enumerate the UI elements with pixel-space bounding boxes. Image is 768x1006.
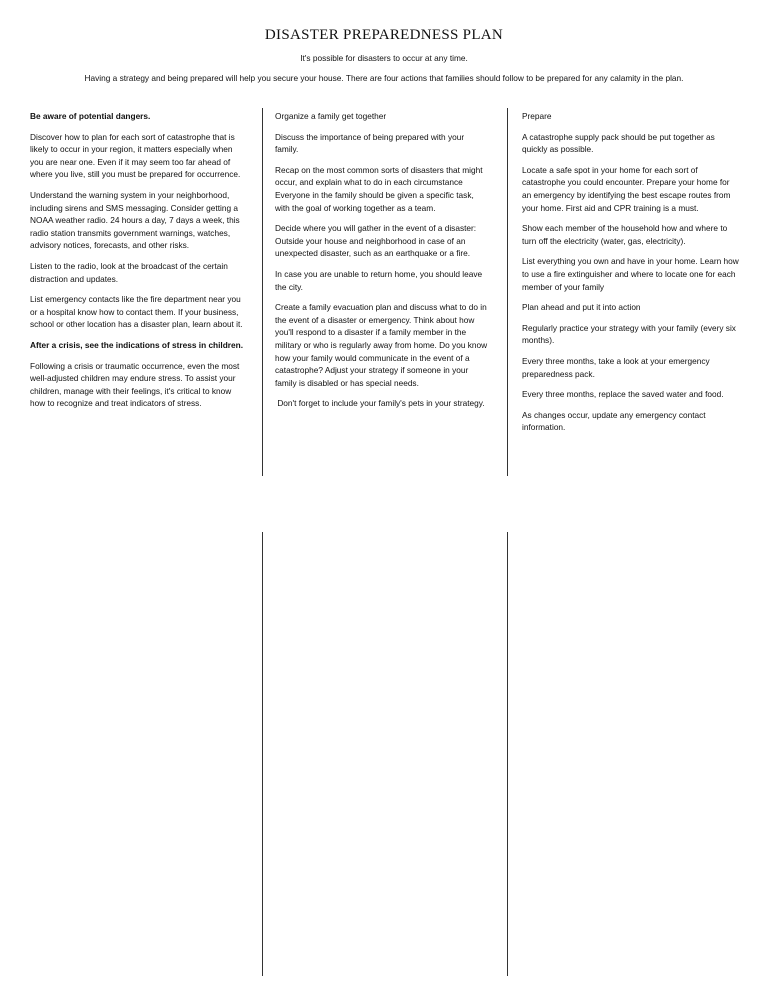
column-paragraph: Regularly practice your strategy with your family (every six months).: [522, 322, 736, 346]
column-subheading: Plan ahead and put it into action: [522, 302, 641, 313]
column-subheading: After a crisis, see the indications of stress in children.: [30, 339, 244, 350]
column-heading: Be aware of potential dangers.: [30, 111, 151, 121]
column-paragraph: Don't forget to include your family's pets in your strategy.: [275, 398, 485, 409]
column-divider: [262, 532, 263, 976]
column-paragraph: Every three months, replace the saved water and food.: [522, 389, 724, 400]
column-paragraph: Create a family evacuation plan and discuss what to do in the event of a disaster or emergency. Think about how you'll respond to a disaster if a family member in the military or who is regularly away from home. Do you know how your family would communicate in the event of a catastrophe? Adjust your strategy if someone in your family is disabled or has special needs.: [275, 302, 488, 388]
column-heading: Prepare: [522, 111, 552, 121]
column-paragraph: List everything you own and have in your home. Learn how to use a fire extinguisher and where to locate one for each member of your family: [522, 256, 739, 292]
column-paragraph: Every three months, take a look at your emergency preparedness pack.: [522, 355, 710, 379]
column-paragraph: In case you are unable to return home, you should leave the city.: [275, 268, 483, 292]
page-title: DISASTER PREPAREDNESS PLAN: [264, 27, 504, 43]
column-heading: Organize a family get together: [275, 111, 387, 121]
column-paragraph: Show each member of the household how and where to turn off the electricity (water, gas, electricity).: [522, 223, 728, 246]
column-prepare: [522, 110, 740, 442]
intro-text: Having a strategy and being prepared will help you secure your house. There are four actions that families should follow to be prepared for any calamity in the plan.: [84, 73, 684, 83]
column-paragraph: Recap on the most common sorts of disasters that might occur, and explain what to do in each circumstance Everyone in the family should be given a specific task, with the goal of working together as a team.: [275, 164, 483, 213]
column-divider: [507, 108, 508, 476]
column-divider: [507, 532, 508, 976]
column-paragraph: Following a crisis or traumatic occurrence, even the most well-adjusted children may endure stress. To assist your children, manage with their feelings, it's critical to know how to recognize and treat indicators of stress.: [30, 360, 240, 409]
column-paragraph: List emergency contacts like the fire department near you or a hospital know how to contact them. If your business, school or other location has a disaster plan, learn about it.: [30, 294, 243, 330]
page-subtitle: It's possible for disasters to occur at any time.: [300, 53, 468, 63]
column-paragraph: As changes occur, update any emergency contact information.: [522, 409, 706, 433]
column-paragraph: Understand the warning system in your neighborhood, including sirens and SMS messaging. Consider getting a NOAA weather radio. 24 hours a day, 7 days a week, this radio station transmits government warnings, watches, advisory notices, forecasts, and other risks.: [30, 189, 240, 251]
column-divider: [262, 108, 263, 476]
column-paragraph: Listen to the radio, look at the broadcast of the certain distraction and updates.: [30, 260, 228, 284]
column-paragraph: Discuss the importance of being prepared with your family.: [275, 131, 465, 155]
column-paragraph: A catastrophe supply pack should be put together as quickly as possible.: [522, 131, 715, 155]
column-organize-family: [275, 110, 489, 418]
column-paragraph: Decide where you will gather in the event of a disaster: Outside your house and neighborhood in case of an unexpected disaster, such as an earthquake or a fire.: [275, 223, 477, 259]
column-paragraph: Discover how to plan for each sort of catastrophe that is likely to occur in your region, it matters especially when you are near one. Even if it may seem too far ahead of where you live, still you must be prepared for occurrence.: [30, 131, 241, 180]
column-paragraph: Locate a safe spot in your home for each sort of catastrophe you could encounter. Prepare your home for an emergency by identifying the best escape routes from your home. First aid and CPR training is a must.: [522, 164, 731, 213]
column-be-aware: [30, 110, 248, 418]
